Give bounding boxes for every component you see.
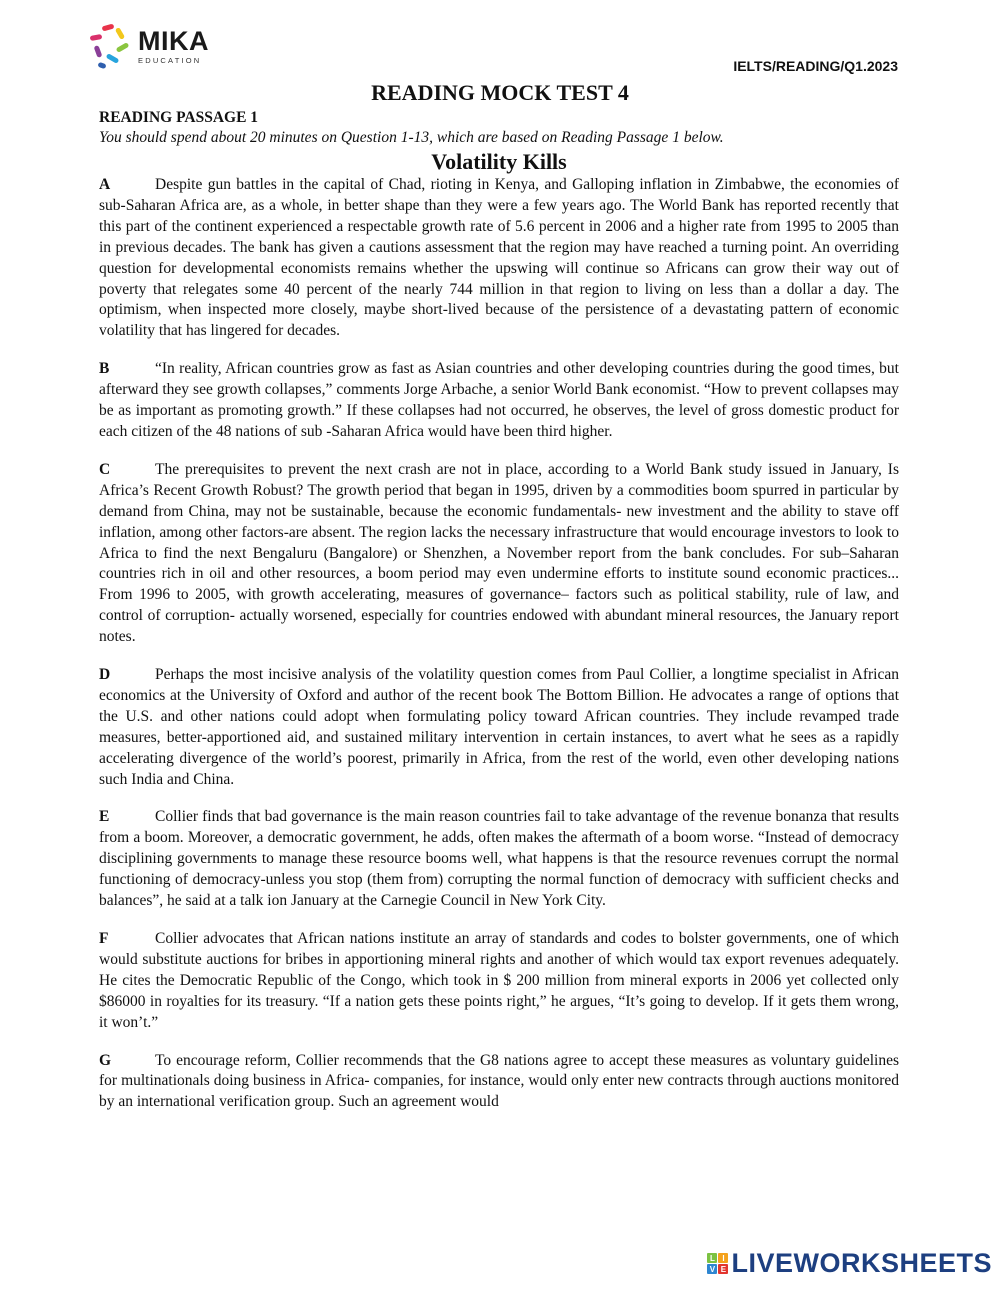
badge-letter: L: [707, 1253, 717, 1263]
paragraph-c: [99, 460, 899, 648]
paragraph-d: [99, 665, 899, 790]
badge-letter: I: [718, 1253, 728, 1263]
logo-name: MIKA: [138, 25, 209, 56]
paragraph-text: Perhaps the most incisive analysis of the volatility question comes from Paul Collier, a longtime specialist in African economics at the University of Oxford and author of the recent book The Bottom Billion. He advocates a range of options that the U.S. and other nations could adopt when formulating policy toward African countries. They include revamped trade measures, better-apportioned aid, and sustained military intervention in certain instances, to avert what he sees as a rapidly accelerating divergence of the world’s poorest, primarily in Africa, from the rest of the world, even other developing nations such India and China.: [99, 666, 899, 788]
paragraph-g: [99, 1051, 899, 1114]
paragraph-text: Collier advocates that African nations institute an array of standards and codes to bolster governments, one of which would substitute auctions for bribes in apportioning mineral rights and another of which would tax export revenues adequately. He cites the Democratic Republic of the Congo, which took in $ 200 million from mineral exports in 2006 yet collected only $86000 in royalties for its treasury. “If a nation gets these points right,” he argues, “It’s going to develop. If it gets them wrong, it won’t.”: [99, 930, 899, 1031]
liveworksheets-logo[interactable]: [707, 1248, 992, 1279]
instructions: You should spend about 20 minutes on Question 1-13, which are based on Reading Passage 1 below.: [99, 129, 724, 146]
badge-letter: V: [707, 1264, 717, 1274]
paragraph-text: “In reality, African countries grow as fast as Asian countries and other developing countries during the good times, but afterward they see growth collapses,” comments Jorge Arbache, a senior World Bank economist. “How to prevent collapses may be as important as promoting growth.” If these collapses had not occurred, he observes, the level of gross domestic product for each citizen of the 48 nations of sub -Saharan Africa would have been third higher.: [99, 360, 899, 440]
paragraph-b: [99, 359, 899, 443]
document-code: IELTS/READING/Q1.2023: [733, 58, 898, 74]
page-title: READING MOCK TEST 4: [371, 80, 629, 105]
logo-subtitle: EDUCATION: [138, 55, 202, 65]
paragraph-letter: G: [99, 1051, 112, 1069]
paragraph-text: To encourage reform, Collier recommends that the G8 nations agree to accept these measures as voluntary guidelines for multinationals doing business in Africa- companies, for instance, would only enter new contracts through auctions monitored by an international verification group. Such an agreement would: [99, 1051, 899, 1111]
badge-letter: E: [718, 1264, 728, 1274]
mika-education-logo: [88, 20, 238, 72]
passage-label: READING PASSAGE 1: [99, 109, 259, 126]
document-body: [99, 108, 899, 1130]
paragraph-letter: E: [99, 808, 110, 826]
paragraph-letter: B: [99, 360, 110, 378]
passage-title: Volatility Kills: [431, 149, 567, 174]
paragraph-a: [99, 175, 899, 342]
paragraph-text: Collier finds that bad governance is the main reason countries fail to take advantage of the revenue bonanza that results from a boom. Moreover, a democratic government, he adds, often makes the aftermath of a boom worse. “Instead of democracy disciplining governments to manage these resource booms well, what happens is that the resource revenues corrupt the normal functioning of democracy-unless you stop (them from) corrupting the normal function of democracy with sufficient checks and balances”, he said at a talk ion January at the Carnegie Council in New York City.: [99, 808, 899, 910]
paragraph-letter: C: [99, 460, 111, 478]
paragraph-e: [99, 807, 899, 912]
paragraph-letter: D: [99, 666, 111, 684]
paragraph-text: Despite gun battles in the capital of Chad, rioting in Kenya, and Galloping inflation in Zimbabwe, the economies of sub-Saharan Africa are, as a whole, in better shape than they were a few years ago. The World Bank has reported recently that this part of the continent experienced a respectable growth rate of 5.6 percent in 2006 and a higher rate from 1995 to 2005 than in previous decades. The bank has given a cautions assessment that the region may have reached a turning point. An overriding question for developmental economists remains whether the upswing will continue so Africans can grow their way out of poverty that relegates some 40 percent of the nearly 744 million in that region to living on less than a dollar a day. The optimism, when inspected more closely, maybe short-lived because of the persistence of a devastating pattern of economic volatility that has lingered for decades.: [99, 176, 899, 340]
live-badge-icon: [707, 1253, 728, 1274]
paragraph-text: The prerequisites to prevent the next crash are not in place, according to a World Bank study issued in January, Is Africa’s Recent Growth Robust? The growth period that began in 1995, driven by a commodities boom spurred in particular by demand from China, may not be sustainable, because the economic fundamentals- new investment and the ability to stave off inflation, among other factors-are absent. The region lacks the necessary infrastructure that would encourage investors to look to Africa to find the next Bengaluru (Bangalore) or Shenzhen, a November report from the bank concludes. For sub–Saharan countries rich in oil and other resources, a boom period may even undermine efforts to institute sound economic practices... From 1996 to 2005, with growth accelerating, measures of governance– factors such as political stability, rule of law, and control of corruption- actually worsened, especially for countries endowed with abundant mineral resources, the January report notes.: [99, 460, 899, 646]
brand-name: LIVEWORKSHEETS: [731, 1248, 992, 1278]
paragraph-letter: F: [99, 930, 109, 947]
paragraph-f: [99, 929, 899, 1034]
mika-logo-mark-icon: [88, 23, 134, 69]
paragraph-letter: A: [99, 176, 111, 193]
